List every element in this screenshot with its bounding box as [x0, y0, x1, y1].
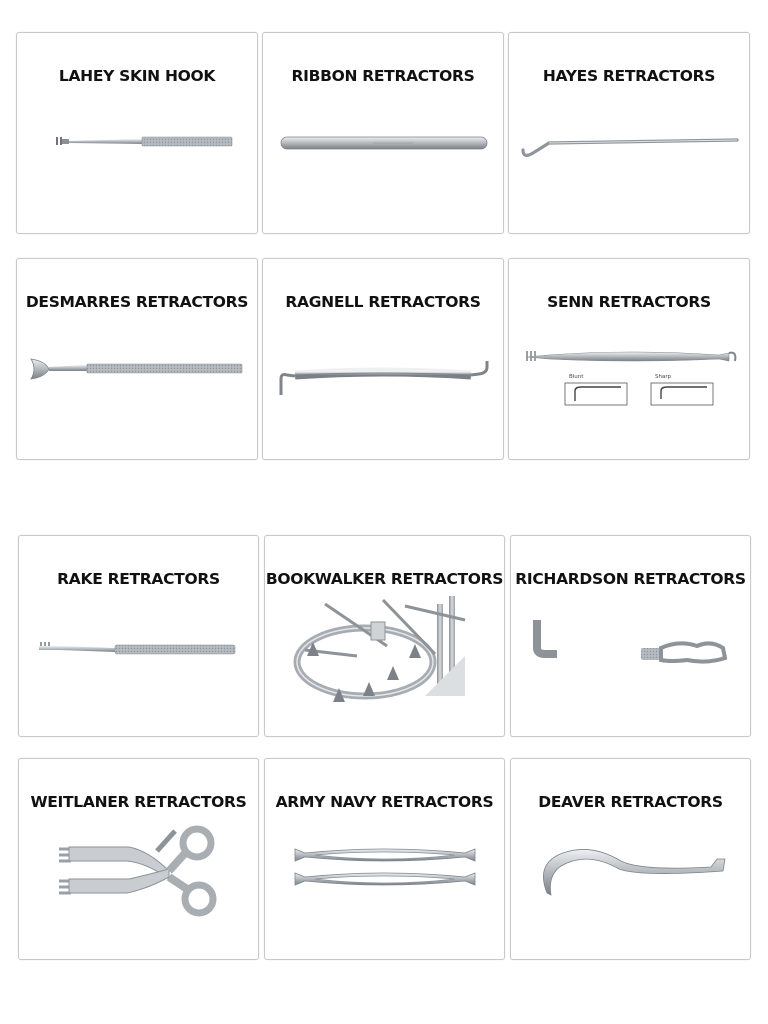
- instrument-title: DEAVER RETRACTORS: [538, 793, 723, 811]
- instrument-title: RIBBON RETRACTORS: [291, 67, 475, 85]
- deaver-retractor-icon: [511, 759, 752, 961]
- instrument-title: BOOKWALKER RETRACTORS: [265, 570, 504, 588]
- instrument-title: ARMY NAVY RETRACTORS: [275, 793, 494, 811]
- blunt-label: Blunt: [569, 374, 584, 380]
- rake-retractor-icon: [19, 536, 260, 738]
- hayes-retractor-icon: [509, 33, 751, 235]
- instrument-card-richardson: [510, 535, 751, 737]
- instrument-card-lahey: [16, 32, 258, 234]
- ragnell-retractor-icon: [263, 259, 505, 461]
- weitlaner-retractor-icon: [19, 759, 260, 961]
- sharp-label: Sharp: [655, 374, 672, 380]
- instrument-title: WEITLANER RETRACTORS: [30, 793, 247, 811]
- instrument-card-weitlaner: [18, 758, 259, 960]
- instrument-card-senn: [508, 258, 750, 460]
- bookwalker-retractor-icon: [265, 536, 506, 738]
- instrument-card-deaver: [510, 758, 751, 960]
- skin-hook-icon: [17, 33, 259, 235]
- ribbon-retractor-icon: [263, 33, 505, 235]
- desmarres-retractor-icon: [17, 259, 259, 461]
- instrument-card-hayes: [508, 32, 750, 234]
- instrument-card-army-navy: [264, 758, 505, 960]
- instrument-card-ragnell: [262, 258, 504, 460]
- richardson-retractor-icon: [511, 536, 752, 738]
- instrument-card-ribbon: [262, 32, 504, 234]
- instrument-title: RAKE RETRACTORS: [57, 570, 220, 588]
- instrument-card-desmarres: [16, 258, 258, 460]
- instrument-title: HAYES RETRACTORS: [542, 67, 716, 85]
- instrument-title: DESMARRES RETRACTORS: [25, 293, 249, 311]
- senn-retractor-icon: [509, 259, 751, 461]
- instrument-title: RICHARDSON RETRACTORS: [515, 570, 746, 588]
- instrument-title: RAGNELL RETRACTORS: [285, 293, 481, 311]
- instrument-title: SENN RETRACTORS: [547, 293, 711, 311]
- instrument-title: LAHEY SKIN HOOK: [58, 67, 216, 85]
- army-navy-retractor-icon: [265, 759, 506, 961]
- instrument-card-rake: [18, 535, 259, 737]
- instrument-card-bookwalker: [264, 535, 505, 737]
